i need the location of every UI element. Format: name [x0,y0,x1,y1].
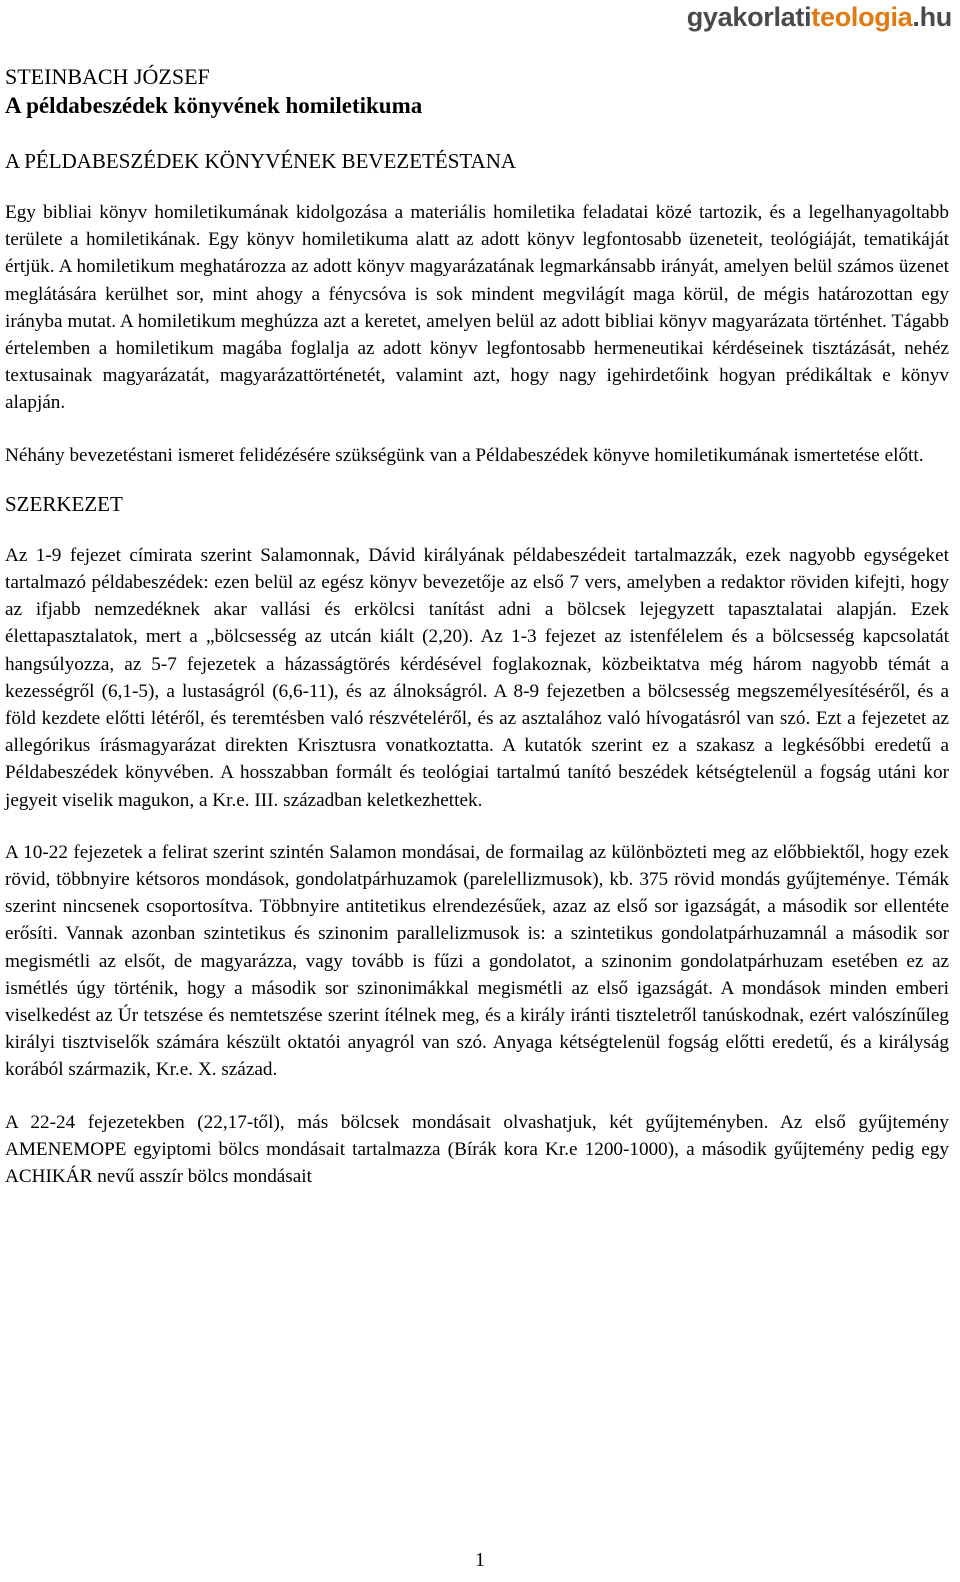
section-heading-intro: A PÉLDABESZÉDEK KÖNYVÉNEK BEVEZETÉSTANA [5,149,517,173]
paragraph-chapters-10-22: A 10-22 fejezetek a felirat szerint szintén Salamon mondásai, de formailag az különbözteti meg az előbbiektől, hogy ezek rövid, többnyire kétsoros mondások, gondolatpárhuzamok (parelellizmusok), kb. 375 rövid mondás gyűjteménye. Témák szerint nincsenek csoportosítva. Többnyire antitetikus elrendezésűek, azaz az első sor igazságát, a második sor ellentéte erősíti. Vannak azonban szintetikus és szinonim parallelizmusok is: a szintetikus gondolatpárhuzamnál a második sor megismétli az elsőt, de magyarázza, vagy tovább is fűzi a gondolatot, a szinonim gondolatpárhuzam esetében ez az ismétlés úgy történik, hogy a második sor szinonimákkal megismétli az első igazságát. A mondások minden emberi viselkedést az Úr tetszése és nemtetszése szerint ítélnek meg, és a király iránti tiszteletről tanúskodnak, ezért valószínűleg királyi tisztviselők számára készült oktatói anyagról van szó. Anyaga kétségtelenül fogság előtti eredetű, és a királyság korából származik, Kr.e. X. század. [5,841,949,1081]
paragraph-chapters-22-24: A 22-24 fejezetekben (22,17-től), más bölcsek mondásait olvashatjuk, két gyűjteményben. Az első gyűjtemény AMENEMOPE egyiptomi bölcs mondásait tartalmazza (Bírák kora Kr.e 1200-1000), a második gyűjtemény pedig egy ACHIKÁR nevű asszír bölcs mondásait [5,1111,949,1188]
page-number: 1 [475,1549,485,1571]
paragraph-intro: Egy bibliai könyv homiletikumának kidolgozása a materiális homiletika feladatai közé tartozik, és a legelhanyagoltabb területe a homiletikának. Egy könyv homiletikuma alatt az adott könyv legfontosabb üzeneteit, teológiáját, tematikáját értjük. A homiletikum meghatározza az adott könyv magyarázatának legmarkánsabb irányát, amelyen belül számos üzenet meglátására kerülhet sor, mint ahogy a fénycsóva is sok mindent megvilágít maga körül, de mégis határozottan egy irányba mutat. A homiletikum meghúzza azt a keretet, amelyen belül az adott bibliai könyv magyarázata történhet. Tágabb értelemben a homiletikum magába foglalja az adott könyv legfontosabb hermeneutikai kérdéseinek tisztázását, nehéz textusainak magyarázatát, magyarázattörténetét, valamint azt, hogy nagy igehirdetőink hogyan prédikáltak e könyv alapján. [5,202,949,414]
logo-text-domain: .hu [912,2,952,32]
document-page [5,64,949,1190]
logo-text-teologia: teologia [811,2,913,32]
paragraph-preface: Néhány bevezetéstani ismeret felidézésére szükségünk van a Példabeszédek könyve homiletikumának ismertetése előtt. [5,444,924,466]
author-name: STEINBACH JÓZSEF [5,64,210,89]
paragraph-chapters-1-9: Az 1-9 fejezet címirata szerint Salamonnak, Dávid királyának példabeszédeit tartalmazzák, ezek nagyobb egységeket tartalmazó példabeszédek: ezen belül az egész könyv bevezetője az első 7 vers, amelyben a redaktor röviden kifejti, hogy az ifjabb nemzedéknek akar vallási és erkölcsi tanítást adni a bölcsek lejegyzett tapasztalatai alapján. Ezek élettapasztalatok, mert a „bölcsesség az utcán kiált (2,20). Az 1-3 fejezet az istenfélelem és a bölcsesség kapcsolatát hangsúlyozza, az 5-7 fejezetek a házasságtörés kérdésével foglakoznak, közbeiktatva még három nagyobb témát a kezességről (6,1-5), a lustaságról (6,6-11), és az álnokságról. A 8-9 fejezetben a bölcsesség megszemélyesítéséről, és a föld kezdete előtti létéről, és teremtésben való részvételéről, és az asztalához való hívogatásról van szó. Ezt a fejezetet az allegórikus írásmagyarázat direkten Krisztusra vonatkoztatta. A kutatók szerint ez a szakasz a legkésőbbi eredetű a Példabeszédek könyvében. A hosszabban formált és teológiai tartalmú tanító beszédek kétségtelenül a fogság utáni kor jegyeit viselik magukon, a Kr.e. III. században keletkezhettek. [5,544,949,811]
logo-text-gyakorlati: gyakorlati [686,2,812,32]
section-heading-structure: SZERKEZET [5,491,123,516]
site-logo [687,2,952,32]
document-title: A példabeszédek könyvének homiletikuma [5,93,423,118]
